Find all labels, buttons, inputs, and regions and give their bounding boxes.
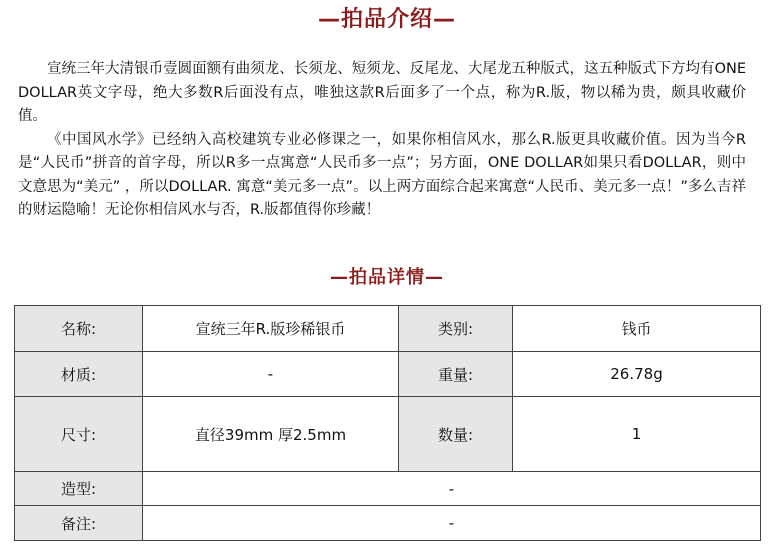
category-label: 类别: — [399, 306, 513, 352]
name-label: 名称: — [15, 306, 143, 352]
intro-paragraph: 宣统三年大清银币壹圆面额有曲须龙、长须龙、短须龙、反尾龙、大尾龙五种版式，这五种版式下方均有ONE DOLLAR英文字母，绝大多数R后面没有点，唯独这款R后面多了一个点，称为R.版，物以稀为贵，颇具收藏价值。 — [18, 61, 746, 124]
size-label: 尺寸: — [15, 397, 143, 472]
shape-label: 造型: — [15, 472, 143, 506]
intro-section-title: —拍品介绍— — [317, 7, 456, 32]
quantity-value: 1 — [513, 397, 761, 472]
note-label: 备注: — [15, 506, 143, 541]
intro-paragraph: 《中国风水学》已经纳入高校建筑专业必修课之一，如果你相信风水，那么R.版更具收藏价值。因为当今R是“人民币”拼音的首字母，所以R多一点寓意“人民币多一点”；另方面，ONE DOLLAR如果只看DOLLAR，则中文意思为“美元” ，所以DOLLAR. 寓意“美元多一点”。以上两方面综合起来寓意“人民币、美元多一点！”多么吉祥的财运隐喻！无论你相信风水与否，R.版都值得你珍藏！ — [18, 131, 746, 218]
quantity-label: 数量: — [399, 397, 513, 472]
material-value: - — [143, 352, 399, 397]
weight-value: 26.78g — [513, 352, 761, 397]
shape-value: - — [143, 472, 761, 506]
details-table — [14, 305, 761, 541]
name-value: 宣统三年R.版珍稀银币 — [143, 306, 399, 352]
intro-text — [18, 58, 746, 223]
size-value: 直径39mm 厚2.5mm — [143, 397, 399, 472]
material-label: 材质: — [15, 352, 143, 397]
table-row — [15, 352, 761, 397]
weight-label: 重量: — [399, 352, 513, 397]
category-value: 钱币 — [513, 306, 761, 352]
table-row — [15, 506, 761, 541]
table-row — [15, 397, 761, 472]
note-value: - — [143, 506, 761, 541]
details-section-title: —拍品详情— — [330, 267, 444, 288]
table-row — [15, 472, 761, 506]
table-row — [15, 306, 761, 352]
